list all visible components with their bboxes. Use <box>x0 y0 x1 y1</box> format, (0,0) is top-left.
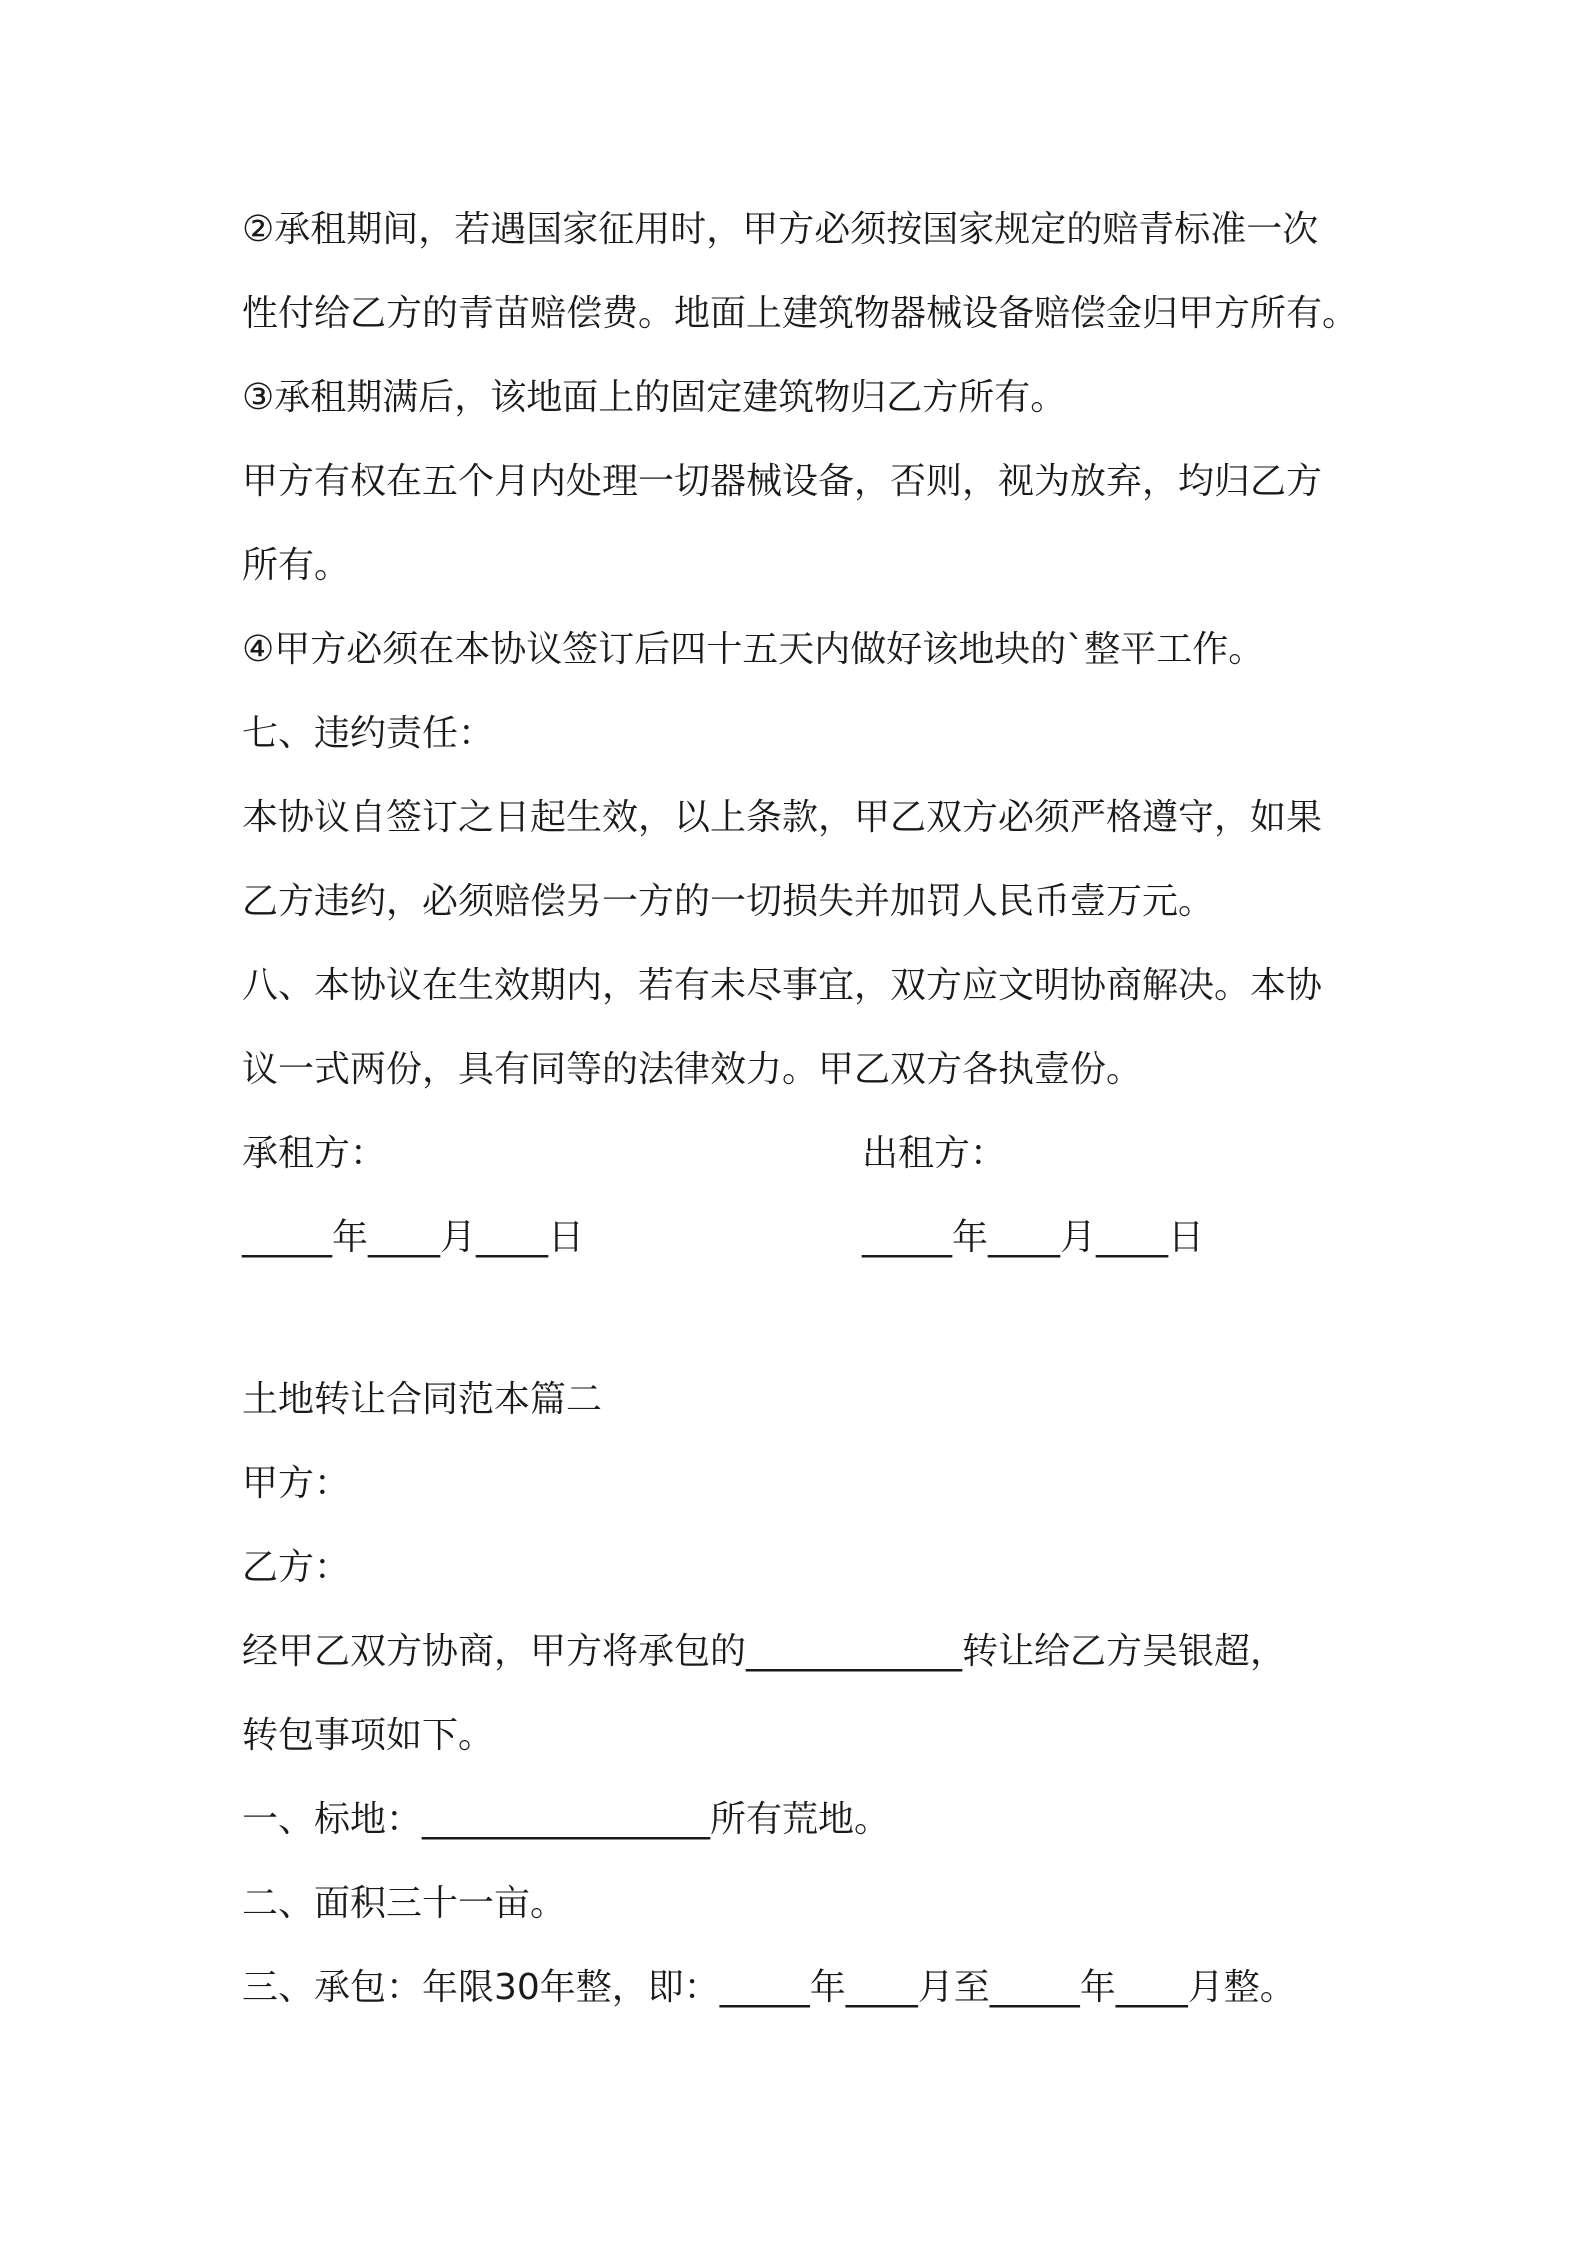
section-7-line-2: 乙方违约，必须赔偿另一方的一切损失并加罚人民币壹万元。 <box>242 881 1215 922</box>
section2-intro-line-2: 转包事项如下。 <box>242 1715 495 1756</box>
lessor-label: 出租方： <box>862 1133 1007 1174</box>
clause-3-line-2: 甲方有权在五个月内处理一切器械设备，否则，视为放弃，均归乙方 <box>242 461 1323 502</box>
section2-item-3: 三、承包：年限30年整，即：_____年____月至_____年____月整。 <box>242 1967 1296 2008</box>
section2-item-1: 一、标地：________________所有荒地。 <box>242 1799 891 1840</box>
clause-4-line: ④甲方必须在本协议签订后四十五天内做好该地块的`整平工作。 <box>242 629 1265 670</box>
lessor-date-blank: _____年____月____日 <box>862 1217 1204 1258</box>
party-a-label: 甲方： <box>242 1463 351 1504</box>
section2-title: 土地转让合同范本篇二 <box>242 1379 603 1420</box>
section2-intro-line-1: 经甲乙双方协商，甲方将承包的____________转让给乙方吴银超， <box>242 1631 1287 1672</box>
section-7-heading: 七、违约责任： <box>242 713 495 754</box>
section2-item-2: 二、面积三十一亩。 <box>242 1883 567 1924</box>
clause-3-line-1: ③承租期满后，该地面上的固定建筑物归乙方所有。 <box>242 377 1067 418</box>
section-8-line-1: 八、本协议在生效期内，若有未尽事宜，双方应文明协商解决。本协 <box>242 965 1323 1006</box>
clause-2-line-1: ②承租期间，若遇国家征用时，甲方必须按国家规定的赔青标准一次 <box>242 209 1319 250</box>
lessee-date-blank: _____年____月____日 <box>242 1217 584 1258</box>
clause-3-line-3: 所有。 <box>242 545 351 586</box>
clause-2-line-2: 性付给乙方的青苗赔偿费。地面上建筑物器械设备赔偿金归甲方所有。 <box>242 293 1359 334</box>
party-b-label: 乙方： <box>242 1547 351 1588</box>
section-8-line-2: 议一式两份，具有同等的法律效力。甲乙双方各执壹份。 <box>242 1049 1143 1090</box>
lessee-label: 承租方： <box>242 1133 387 1174</box>
section-7-line-1: 本协议自签订之日起生效，以上条款，甲乙双方必须严格遵守，如果 <box>242 797 1323 838</box>
